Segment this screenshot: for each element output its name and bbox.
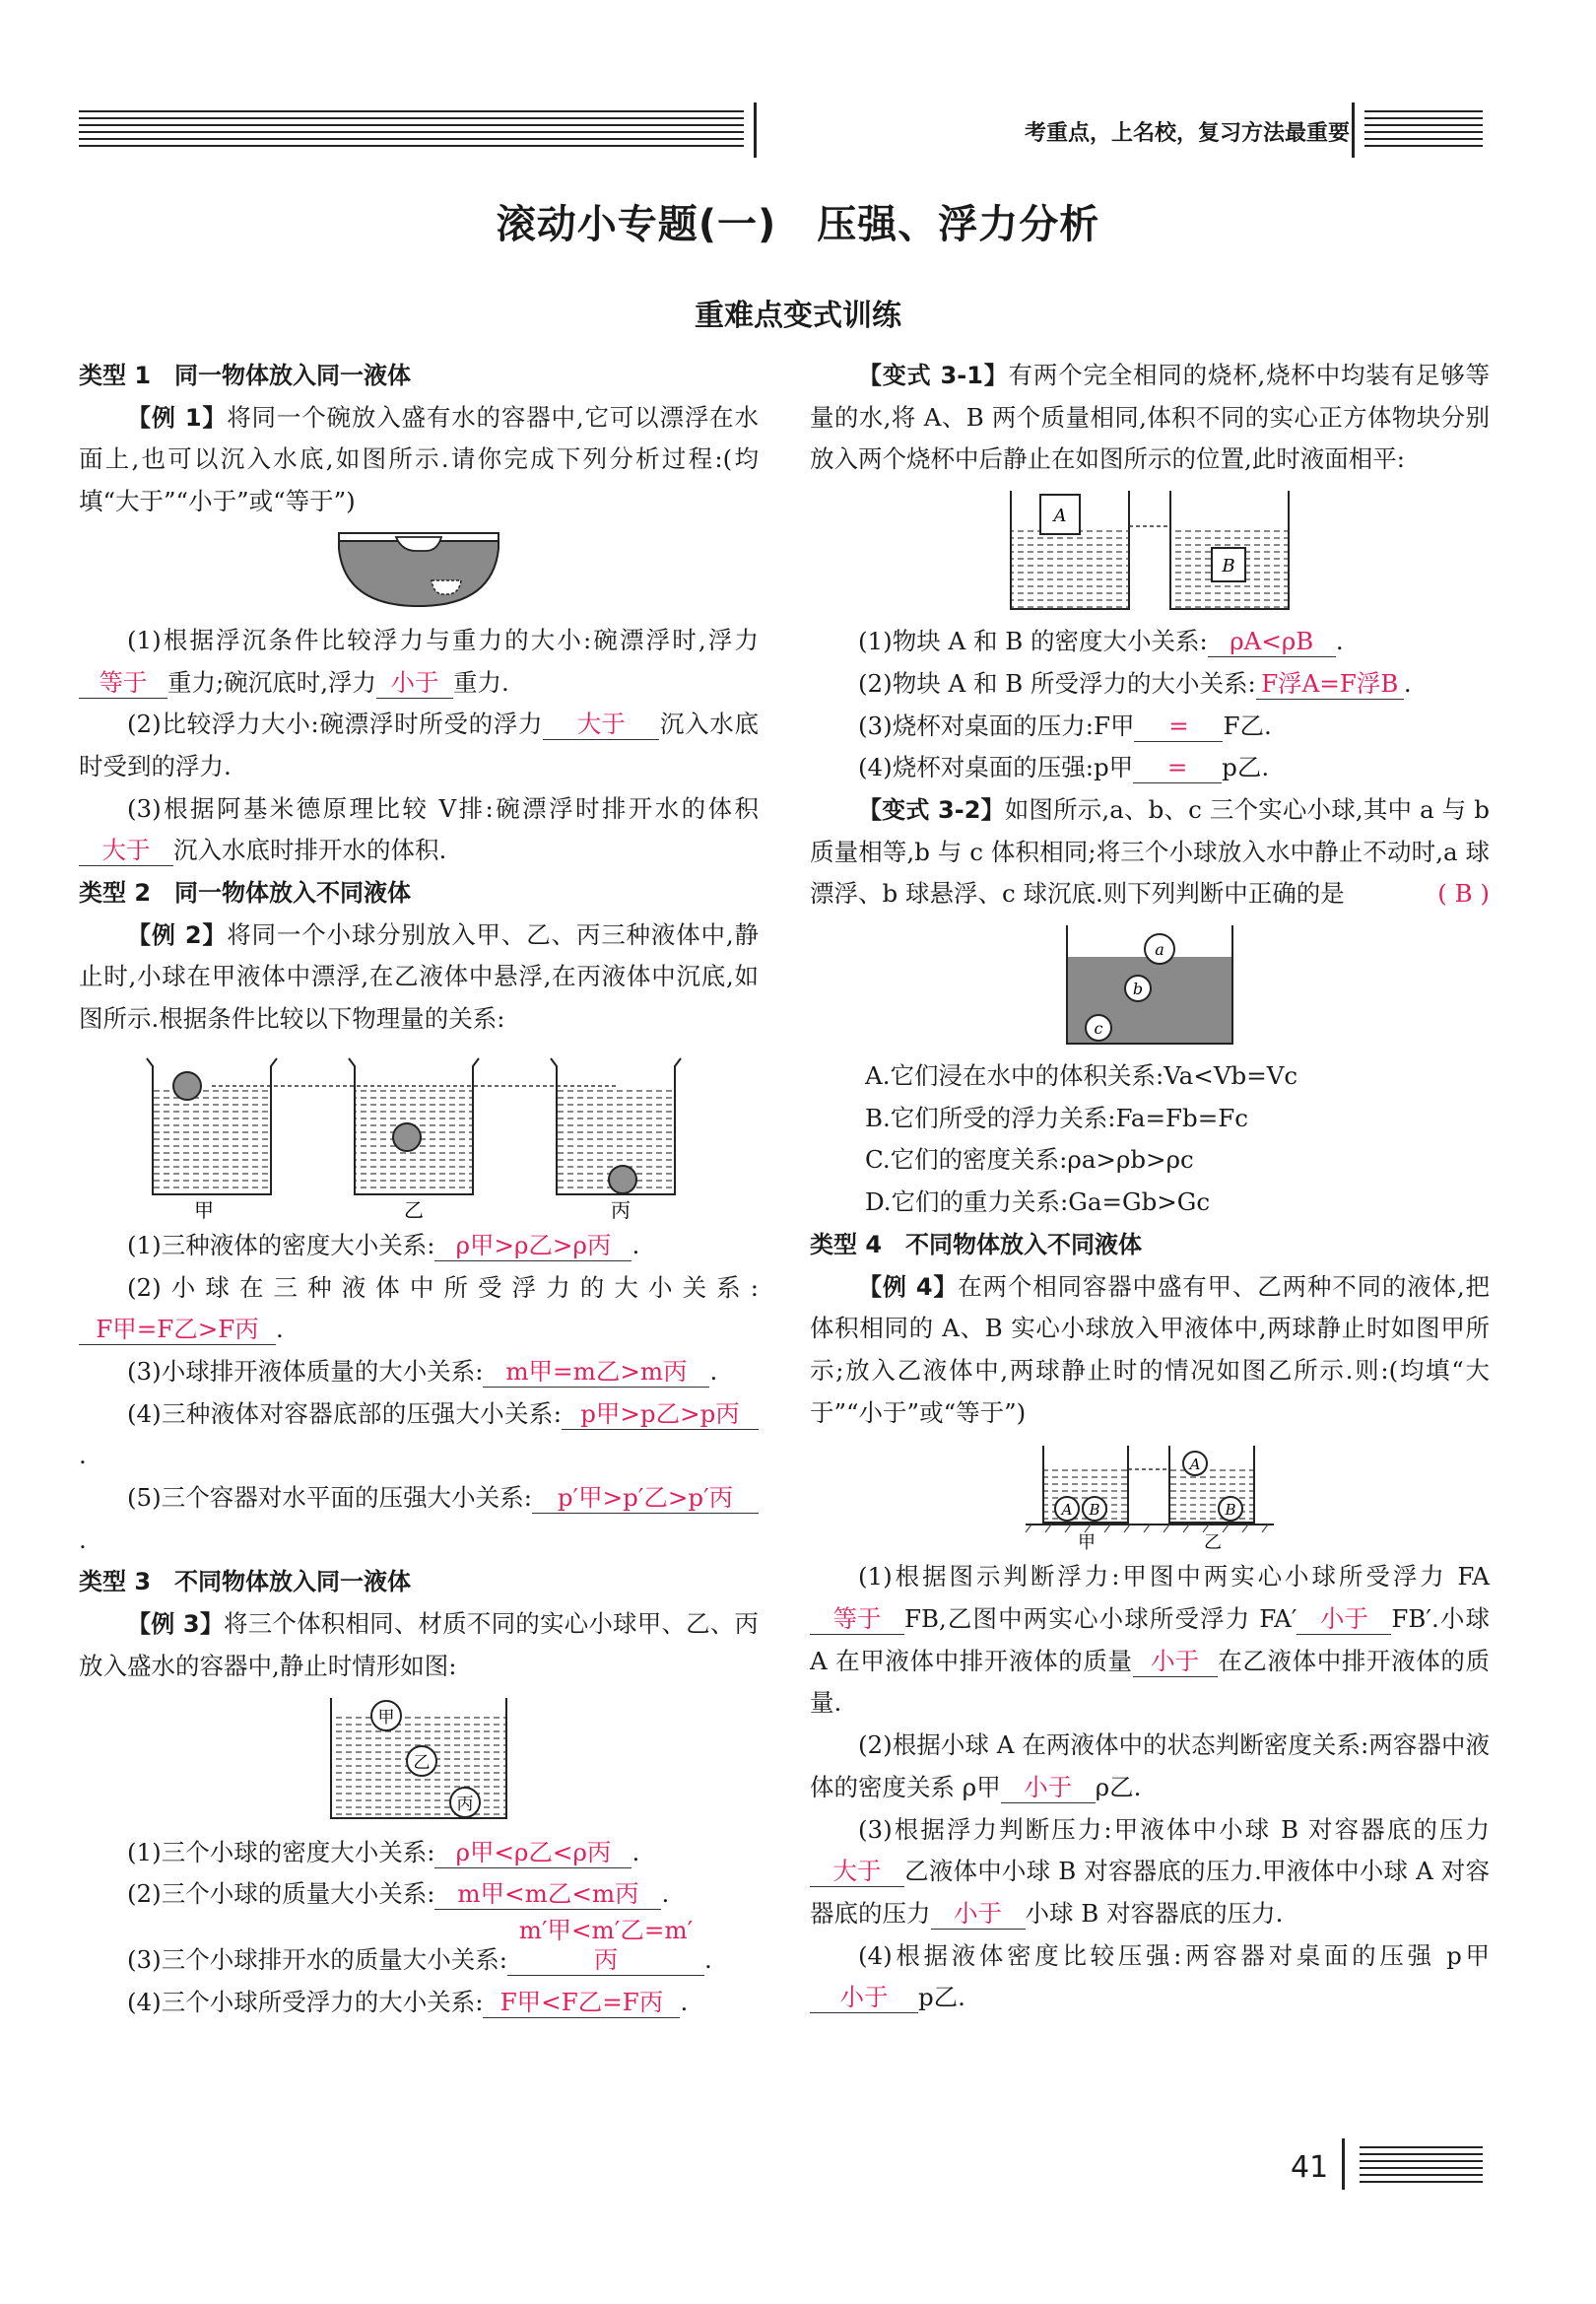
q-text: (4)三个小球所受浮力的大小关系:	[127, 1987, 484, 2016]
two-containers-figure	[1022, 1440, 1278, 1550]
answer-blank: 等于	[810, 1604, 904, 1635]
q-text: (1)根据浮沉条件比较浮力与重力的大小:碗漂浮时,浮力	[127, 625, 759, 654]
ball-label: a	[1155, 940, 1164, 960]
answer-blank: 小于	[931, 1899, 1026, 1930]
q-text: 重力;碗沉底时,浮力	[167, 667, 377, 697]
question-stem: 将三个体积相同、材质不同的实心小球甲、乙、丙放入盛水的容器中,静止时情形如图:	[79, 1609, 760, 1680]
answer-blank: 小于	[1133, 1647, 1218, 1677]
answer-blank: m′甲<m′乙=m′丙	[507, 1916, 704, 1976]
answer-blank: 小于	[810, 1983, 918, 2013]
bowl-figure	[335, 529, 502, 614]
q-text: (4)根据液体密度比较压强:两容器对桌面的压强 p甲	[858, 1940, 1490, 1970]
q-text: p乙.	[918, 1983, 965, 2012]
ball-label: b	[1132, 980, 1144, 999]
q-text: 重力.	[453, 667, 509, 697]
type4-heading: 类型 4 不同物体放入不同液体	[810, 1230, 1143, 1258]
variant-tag: 【变式 3-2】	[858, 795, 1005, 824]
q-text: (2)物块 A 和 B 所受浮力的大小关系:	[858, 668, 1256, 698]
q-text: p乙.	[1222, 753, 1270, 782]
question-stem: 有两个完全相同的烧杯,烧杯中均装有足够等量的水,将 A、B 两个质量相同,体积不同的实心正方体物块分别放入两个烧杯中后静止在如图所示的位置,此时液面相平:	[810, 361, 1490, 474]
q-text: (2)三个小球的质量大小关系:	[127, 1879, 435, 1909]
header-slogan: 考重点，上名校，复习方法最重要	[1024, 121, 1350, 146]
q-text: 乙液体中小球 B 对容器底的压力.甲液体中小球 A 对容器底的压力	[810, 1857, 1490, 1928]
answer-blank: 大于	[79, 836, 173, 866]
ball-label: A	[1189, 1456, 1201, 1474]
example-tag: 【例 1】	[127, 403, 228, 432]
answer-blank: F甲<F乙=F丙	[483, 1988, 680, 2018]
q-text: (1)物块 A 和 B 的密度大小关系:	[858, 627, 1208, 656]
ball-label: c	[1094, 1019, 1103, 1039]
footer-rule	[1360, 2146, 1483, 2190]
answer-blank: F甲=F乙>F丙	[79, 1315, 276, 1345]
section-title: 重难点变式训练	[695, 299, 901, 333]
q-text: (2)小球在三种液体中所受浮力的大小关系:	[127, 1272, 759, 1302]
right-column: 【变式 3-1】有两个完全相同的烧杯,烧杯中均装有足够等量的水,将 A、B 两个质量相同,体积不同的实心正方体物块分别放入两个烧杯中后静止在如图所示的位置,此时液面相平: A B (1)物块 A 和 B 的密度大小关系: ρA<ρB . (2)物块 A 和 B 所受浮力的大小关系: F浮A=F浮B . (3)烧杯对桌面的压力:F甲 = F乙. (4)烧杯对桌面的压强:p甲 = p乙. 【变式 3-2】如图所示,a、b、c 三个实心小球,其中 a 与 b 质量相等,b 与 c 体积相同;将三个小球放入水中静止不动时,a 球漂浮、b 球悬浮、c 球沉底.则下列判断中正确的是 ( B ) a b c A.它们浸在水中的体积关系:Va<Vb=Vc B.它们所受的浮力关系:Fa=Fb=Fc C.它们的密度关系:ρa>ρb>ρc D.它们的重力关系:Ga=Gb>Gc 类型 4 不同物体放入不同液体 【例 4】在两个相同容器中盛有甲、乙两种不同的液体,把体积相同的 A、B 实心小球放入甲液体中,两球静止时如图甲所示;放入乙液体中,两球静止时的情况如图乙所示.则:(均填“大于”“小于”或“等于”) A B A B 甲 乙 (1)根据图示判断浮力:甲图中两实心小球所受浮力 FA等于 FB,乙图中两实心小球所受浮力 FA′ 小于 FB′.小球 A 在甲液体中排开液体的质量 小于 在乙液体中排开液体的质量. (2)根据小球 A 在两液体中的状态判断密度关系:两容器中液体的密度关系 ρ甲 小于 ρ乙. (3)根据浮力判断压力:甲液体中小球 B 对容器底的压力大于 乙液体中小球 B 对容器底的压力.甲液体中小球 A 对容器底的压力 小于 小球 B 对容器底的压力. (4)根据液体密度比较压强:两容器对桌面的压强 p甲小于 p乙.	[810, 361, 1491, 2012]
q-text: (1)三种液体的密度大小关系:	[127, 1230, 435, 1259]
answer-blank: F浮A=F浮B	[1256, 669, 1404, 700]
answer-blank: m甲<m乙<m丙	[434, 1879, 661, 1910]
type2-heading: 类型 2 同一物体放入不同液体	[79, 879, 412, 908]
q-text: 在乙液体中排开液体的质量.	[810, 1646, 1491, 1718]
q-text: (1)根据图示判断浮力:甲图中两实心小球所受浮力 FA	[858, 1562, 1490, 1592]
beaker-label: 甲	[194, 1197, 214, 1219]
q-text: F乙.	[1223, 711, 1272, 740]
q-text: (2)根据小球 A 在两液体中的状态判断密度关系:两容器中液体的密度关系 ρ甲	[810, 1730, 1490, 1801]
example-tag: 【例 3】	[127, 1610, 225, 1639]
example-tag: 【例 2】	[127, 920, 228, 949]
left-column: 类型 1 同一物体放入同一液体 【例 1】将同一个碗放入盛有水的容器中,它可以漂浮在水面上,也可以沉入水底,如图所示.请你完成下列分析过程:(均填“大于”“小于”或“等于”) (1)根据浮沉条件比较浮力与重力的大小:碗漂浮时,浮力等于 重力;碗沉底时,浮力 小于 重力. (2)比较浮力大小:碗漂浮时所受的浮力 大于 沉入水底时受到的浮力. (3)根据阿基米德原理比较 V排:碗漂浮时排开水的体积大于 沉入水底时排开水的体积. 类型 2 同一物体放入不同液体 【例 2】将同一个小球分别放入甲、乙、丙三种液体中,静止时,小球在甲液体中漂浮,在乙液体中悬浮,在丙液体中沉底,如图所示.根据条件比较以下物理量的关系: 甲 乙 丙 (1)三种液体的密度大小关系: ρ甲>ρ乙>ρ丙 . (2)小球在三种液体中所受浮力的大小关系:F甲=F乙>F丙 . (3)小球排开液体质量的大小关系: m甲=m乙>m丙 . (4)三种液体对容器底部的压强大小关系: p甲>p乙>p丙. (5)三个容器对水平面的压强大小关系: p′甲>p′乙>p′丙. 类型 3 不同物体放入同一液体 【例 3】将三个体积相同、材质不同的实心小球甲、乙、丙放入盛水的容器中,静止时情形如图: 甲 乙 丙 (1)三个小球的密度大小关系: ρ甲<ρ乙<ρ丙 . (2)三个小球的质量大小关系: m甲<m乙<m丙 . (3)三个小球排开水的质量大小关系:m′甲<m′乙=m′丙 . (4)三个小球所受浮力的大小关系: F甲<F乙=F丙 .	[79, 355, 759, 2023]
answer-blank: 大于	[543, 710, 659, 740]
answer-blank: m甲=m乙>m丙	[483, 1357, 709, 1388]
page-title: 滚动小专题(一) 压强、浮力分析	[496, 202, 1100, 247]
q-text: 沉入水底时受到的浮力.	[79, 710, 760, 780]
q-text: FB′.小球 A 在甲液体中排开液体的质量	[810, 1604, 1490, 1675]
ball-label: 丙	[456, 1794, 474, 1814]
option-c: C.它们的密度关系:ρa>ρb>ρc	[865, 1145, 1194, 1175]
type1-heading: 类型 1 同一物体放入同一液体	[79, 362, 412, 389]
q-text: (3)烧杯对桌面的压力:F甲	[858, 711, 1135, 740]
option-a: A.它们浸在水中的体积关系:Va<Vb=Vc	[865, 1061, 1298, 1091]
page-number: 41	[1291, 2150, 1329, 2185]
two-beakers-blocks-figure	[1007, 487, 1293, 615]
answer-blank: p甲>p乙>p丙	[562, 1399, 759, 1430]
footer-divider	[1342, 2138, 1345, 2190]
answer-blank: 小于	[376, 668, 453, 699]
answer-blank: ρ甲>ρ乙>ρ丙	[434, 1231, 632, 1261]
q-text: (5)三个容器对水平面的压强大小关系:	[127, 1483, 532, 1513]
answer-blank: 小于	[1297, 1604, 1391, 1635]
answer-blank: =	[1133, 753, 1222, 783]
option-d: D.它们的重力关系:Ga=Gb>Gc	[865, 1187, 1211, 1217]
choice-answer: ( B )	[1437, 879, 1490, 909]
answer-blank: =	[1134, 712, 1223, 742]
q-text: (3)根据浮力判断压力:甲液体中小球 B 对容器底的压力	[858, 1814, 1490, 1844]
q-text: (3)三个小球排开水的质量大小关系:	[127, 1944, 507, 1974]
q-text: (4)三种液体对容器底部的压强大小关系:	[127, 1398, 562, 1428]
answer-blank: 小于	[1001, 1773, 1096, 1803]
question-stem: 将同一个碗放入盛有水的容器中,它可以漂浮在水面上,也可以沉入水底,如图所示.请你完成下列分析过程:(均填“大于”“小于”或“等于”)	[79, 402, 759, 516]
q-text: ρ乙.	[1095, 1772, 1142, 1801]
option-b: B.它们所受的浮力关系:Fa=Fb=Fc	[865, 1103, 1248, 1132]
q-text: 沉入水底时排开水的体积.	[173, 836, 447, 865]
block-label: A	[1053, 506, 1067, 527]
header-rule-left	[79, 110, 744, 154]
water-three-balls-figure	[1061, 921, 1238, 1050]
ball-label: 甲	[377, 1707, 395, 1728]
q-text: FB,乙图中两实心小球所受浮力 FA′	[904, 1604, 1297, 1634]
q-text: (1)三个小球的密度大小关系:	[127, 1837, 435, 1866]
q-text: (3)根据阿基米德原理比较 V排:碗漂浮时排开水的体积	[127, 793, 759, 823]
answer-blank: ρA<ρB	[1208, 627, 1336, 657]
beaker-label: 乙	[404, 1197, 424, 1219]
ball-label: 乙	[413, 1752, 431, 1773]
header-divider	[754, 102, 757, 158]
q-text: (3)小球排开液体质量的大小关系:	[127, 1356, 484, 1386]
ball-label: B	[1089, 1501, 1100, 1520]
answer-blank: ρ甲<ρ乙<ρ丙	[434, 1838, 632, 1868]
answer-blank: 等于	[79, 668, 167, 699]
header-divider-right	[1352, 102, 1355, 158]
q-text: (4)烧杯对桌面的压强:p甲	[858, 753, 1134, 782]
ball-label: B	[1225, 1501, 1236, 1520]
container-three-balls-figure	[325, 1694, 512, 1826]
answer-blank: 大于	[810, 1857, 904, 1887]
container-label: 乙	[1204, 1532, 1222, 1551]
three-beakers-figure	[143, 1047, 695, 1219]
question-stem: 如图所示,a、b、c 三个实心小球,其中 a 与 b 质量相等,b 与 c 体积相同;将三个小球放入水中静止不动时,a 球漂浮、b 球悬浮、c 球沉底.则下列判断中正确的是	[810, 794, 1490, 909]
q-text: 小球 B 对容器底的压力.	[1025, 1898, 1284, 1928]
question-stem: 在两个相同容器中盛有甲、乙两种不同的液体,把体积相同的 A、B 实心小球放入甲液体中,两球静止时如图甲所示;放入乙液体中,两球静止时的情况如图乙所示.则:(均填“大于”“小于”或“等于”)	[810, 1271, 1490, 1427]
question-stem: 将同一个小球分别放入甲、乙、丙三种液体中,静止时,小球在甲液体中漂浮,在乙液体中悬浮,在丙液体中沉底,如图所示.根据条件比较以下物理量的关系:	[79, 919, 759, 1034]
beaker-label: 丙	[611, 1197, 631, 1219]
q-text: (2)比较浮力大小:碗漂浮时所受的浮力	[127, 710, 544, 739]
block-label: B	[1222, 556, 1235, 577]
header-rule-right	[1364, 110, 1483, 154]
answer-blank: p′甲>p′乙>p′丙	[532, 1483, 759, 1514]
example-tag: 【例 4】	[858, 1272, 959, 1301]
variant-tag: 【变式 3-1】	[858, 362, 1009, 389]
type3-heading: 类型 3 不同物体放入同一液体	[79, 1568, 412, 1596]
ball-label: A	[1061, 1501, 1073, 1520]
container-label: 甲	[1078, 1532, 1096, 1551]
